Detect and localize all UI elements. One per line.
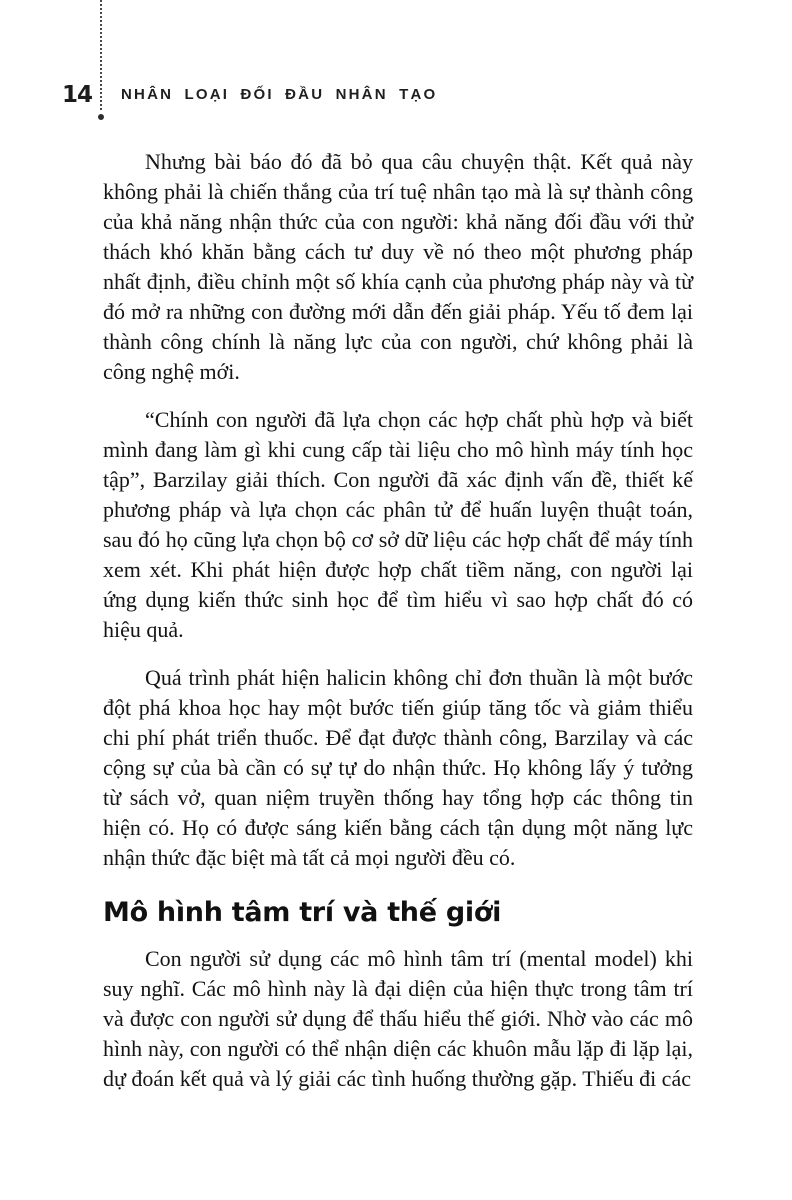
section-heading: Mô hình tâm trí và thế giới: [103, 897, 502, 928]
page-number: 14: [62, 82, 93, 108]
header-rule-end-dot: [98, 114, 104, 120]
body-paragraph: Con người sử dụng các mô hình tâm trí (mental model) khi suy nghĩ. Các mô hình này là đại diện của hiện thực trong tâm trí và được con người sử dụng để thấu hiểu thế giới. Nhờ vào các mô hình này, con người có thể nhận diện các khuôn mẫu lặp đi lặp lại, dự đoán kết quả và lý giải các tình huống thường gặp. Thiếu đi các: [103, 946, 693, 1091]
page-header: [0, 0, 792, 130]
body-paragraph: Nhưng bài báo đó đã bỏ qua câu chuyện thật. Kết quả này không phải là chiến thắng của trí tuệ nhân tạo mà là sự thành công của khả năng nhận thức của con người: khả năng đối đầu với thử thách khó khăn bằng cách tư duy về nó theo một phương pháp nhất định, điều chỉnh một số khía cạnh của phương pháp này và từ đó mở ra những con đường mới dẫn đến giải pháp. Yếu tố đem lại thành công chính là năng lực của con người, chứ không phải là công nghệ mới.: [103, 149, 693, 384]
body-paragraph: Quá trình phát hiện halicin không chỉ đơn thuần là một bước đột phá khoa học hay một bước tiến giúp tăng tốc và giảm thiểu chi phí phát triển thuốc. Để đạt được thành công, Barzilay và các cộng sự của bà cần có sự tự do nhận thức. Họ không lấy ý tưởng từ sách vở, quan niệm truyền thống hay tổng hợp các thông tin hiện có. Họ có được sáng kiến bằng cách tận dụng một năng lực nhận thức đặc biệt mà tất cả mọi người đều có.: [103, 665, 693, 870]
body-paragraph: “Chính con người đã lựa chọn các hợp chất phù hợp và biết mình đang làm gì khi cung cấp tài liệu cho mô hình máy tính học tập”, Barzilay giải thích. Con người đã xác định vấn đề, thiết kế phương pháp và lựa chọn các phân tử để huấn luyện thuật toán, sau đó họ cũng lựa chọn bộ cơ sở dữ liệu các hợp chất để máy tính xem xét. Khi phát hiện được hợp chất tiềm năng, con người lại ứng dụng kiến thức sinh học để tìm hiểu vì sao hợp chất đó có hiệu quả.: [103, 407, 693, 642]
header-dotted-rule: [100, 0, 102, 110]
page-body: [103, 147, 693, 1112]
running-title: NHÂN LOẠI ĐỐI ĐẦU NHÂN TẠO: [121, 86, 438, 103]
